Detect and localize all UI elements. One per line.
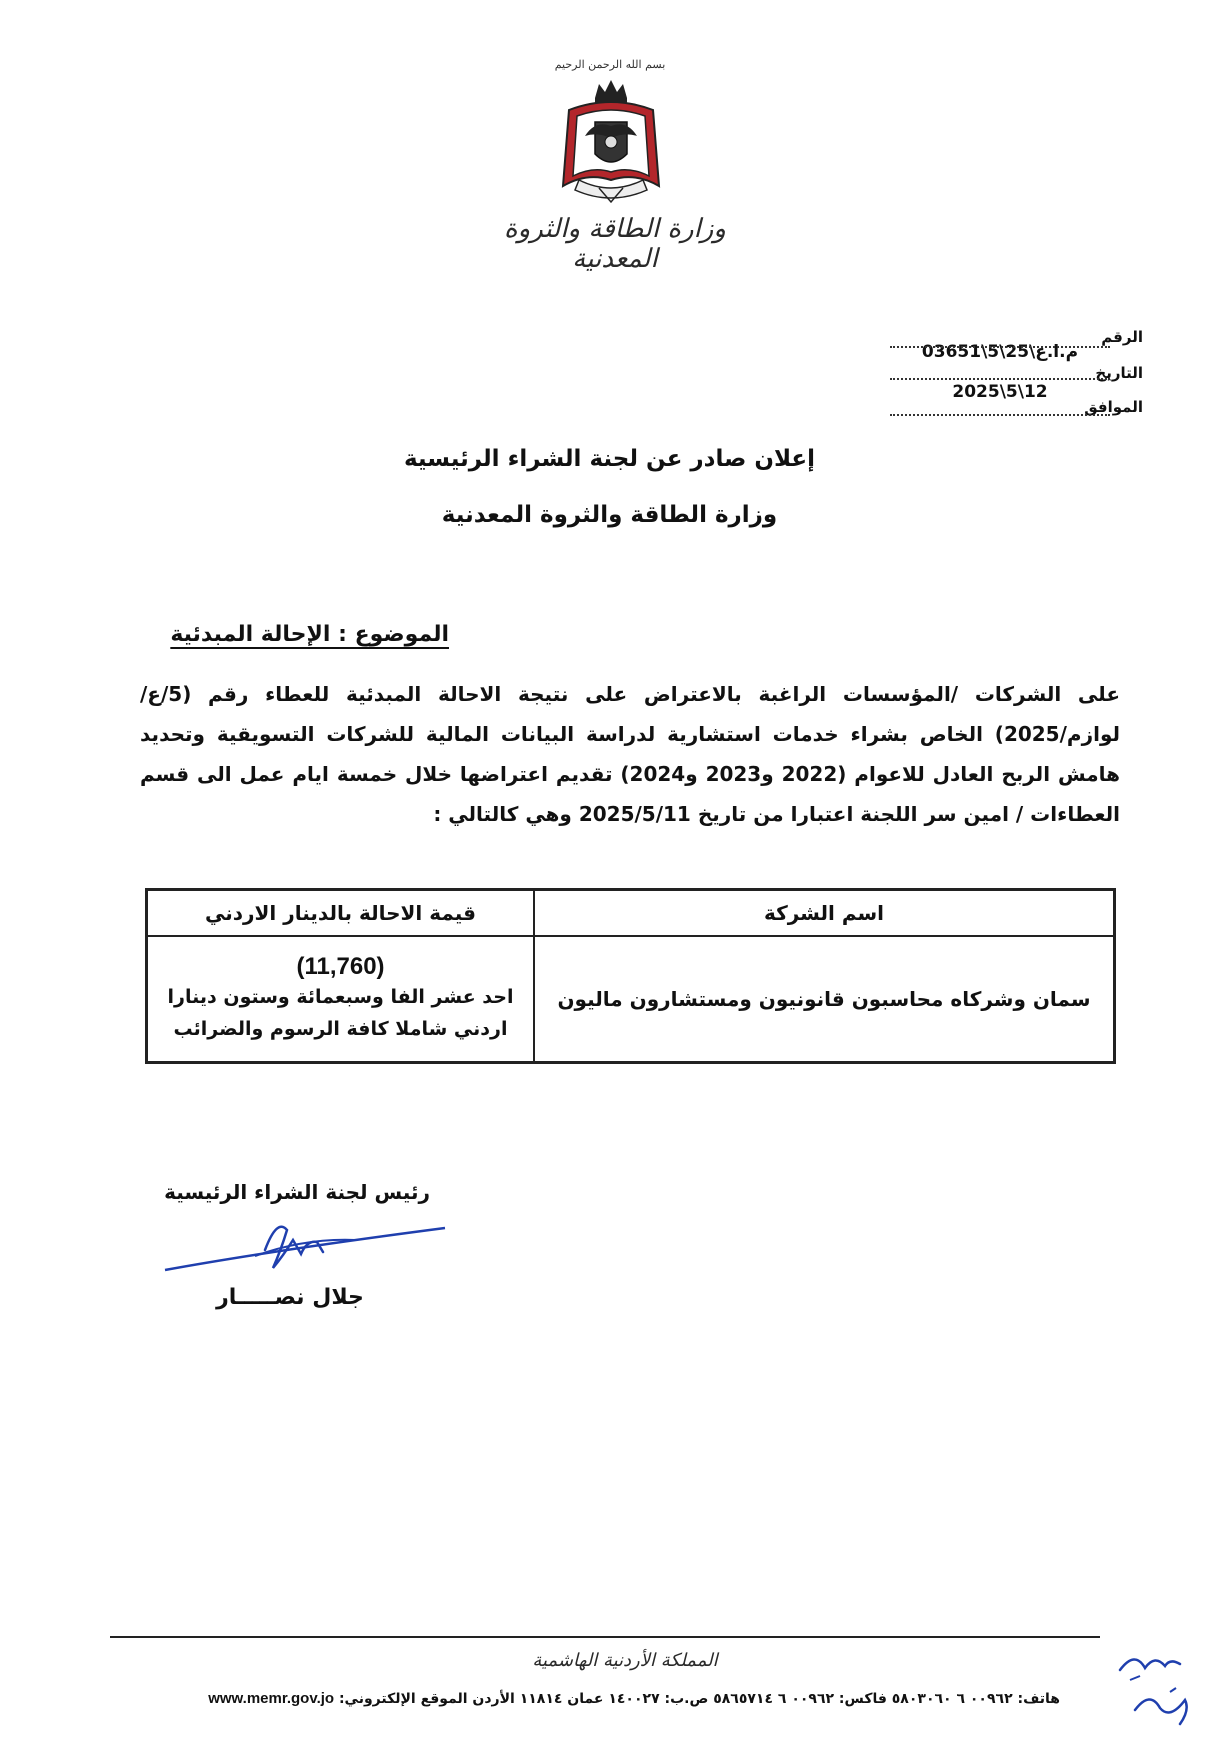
table-cell-company: سمان وشركاه محاسبون قانونيون ومستشارون ماليون bbox=[534, 936, 1114, 1062]
footer-website-link[interactable]: www.memr.gov.jo bbox=[208, 1690, 335, 1707]
announcement-title: إعلان صادر عن لجنة الشراء الرئيسية bbox=[403, 446, 816, 472]
reference-date-dots bbox=[890, 378, 1110, 380]
amount-words: احد عشر الفا وسبعمائة وستون دينارا اردني شاملا كافة الرسوم والضرائب bbox=[167, 986, 514, 1040]
amount-number: (11,760) bbox=[296, 953, 385, 980]
footer-divider bbox=[110, 1636, 1100, 1638]
footer-contact-details: هاتف: ٠٠٩٦٢ ٦ ٥٨٠٣٠٦٠ فاكس: ٠٠٩٦٢ ٦ ٥٨٦٥٧١٤ ص.ب: ١٤٠٠٢٧ عمان ١١٨١٤ الأردن الموقع الإلكتروني: bbox=[338, 1691, 1060, 1707]
table-cell-amount bbox=[147, 936, 534, 1062]
reference-hijri-label: الموافق bbox=[1084, 398, 1143, 416]
footer-kingdom-text: المملكة الأردنية الهاشمية bbox=[532, 1650, 718, 1671]
reference-number-label: الرقم bbox=[1101, 328, 1143, 346]
basmala-text: بسم الله الرحمن الرحيم bbox=[554, 58, 666, 71]
announcement-body: على الشركات /المؤسسات الراغبة بالاعتراض على نتيجة الاحالة المبدئية للعطاء رقم (5/ع/لوازم/2025) الخاص بشراء خدمات استشارية لدراسة البيانات المالية للشركات التسويقية وتحديد هامش الربح العادل للاعوام (2022 و2023 و2024) تقديم اعتراضها خلال خمسة ايام عمل الى قسم العطاءات / امين سر اللجنة اعتبارا من تاريخ 2025/5/11 وهي كالتالي : bbox=[140, 682, 1120, 826]
reference-date-value: 2025\5\12 bbox=[952, 382, 1048, 402]
jordan-coat-of-arms-icon bbox=[555, 76, 667, 208]
reference-number-dots bbox=[890, 346, 1110, 348]
subject-line: الموضوع : الإحالة المبدئية bbox=[170, 622, 449, 647]
table-header-amount: قيمة الاحالة بالدينار الاردني bbox=[147, 890, 534, 936]
reference-number-value: م.ا.ع\25\5\03651 bbox=[921, 342, 1079, 362]
ministry-title: وزارة الطاقة والثروة المعدنية bbox=[441, 502, 778, 528]
footer-contact bbox=[130, 1690, 1060, 1707]
handwritten-note bbox=[1110, 1640, 1210, 1740]
reference-hijri-dots bbox=[890, 414, 1110, 416]
signatory-title: رئيس لجنة الشراء الرئيسية bbox=[164, 1180, 430, 1204]
ministry-logo-text: وزارة الطاقة والثروة المعدنية bbox=[504, 214, 726, 274]
table-header-company: اسم الشركة bbox=[534, 890, 1114, 936]
reference-date-label: التاريخ bbox=[1095, 364, 1143, 382]
award-table bbox=[145, 888, 1116, 1064]
handwritten-signature bbox=[155, 1210, 455, 1280]
signatory-name: جلال نصـــــار bbox=[216, 1285, 364, 1310]
